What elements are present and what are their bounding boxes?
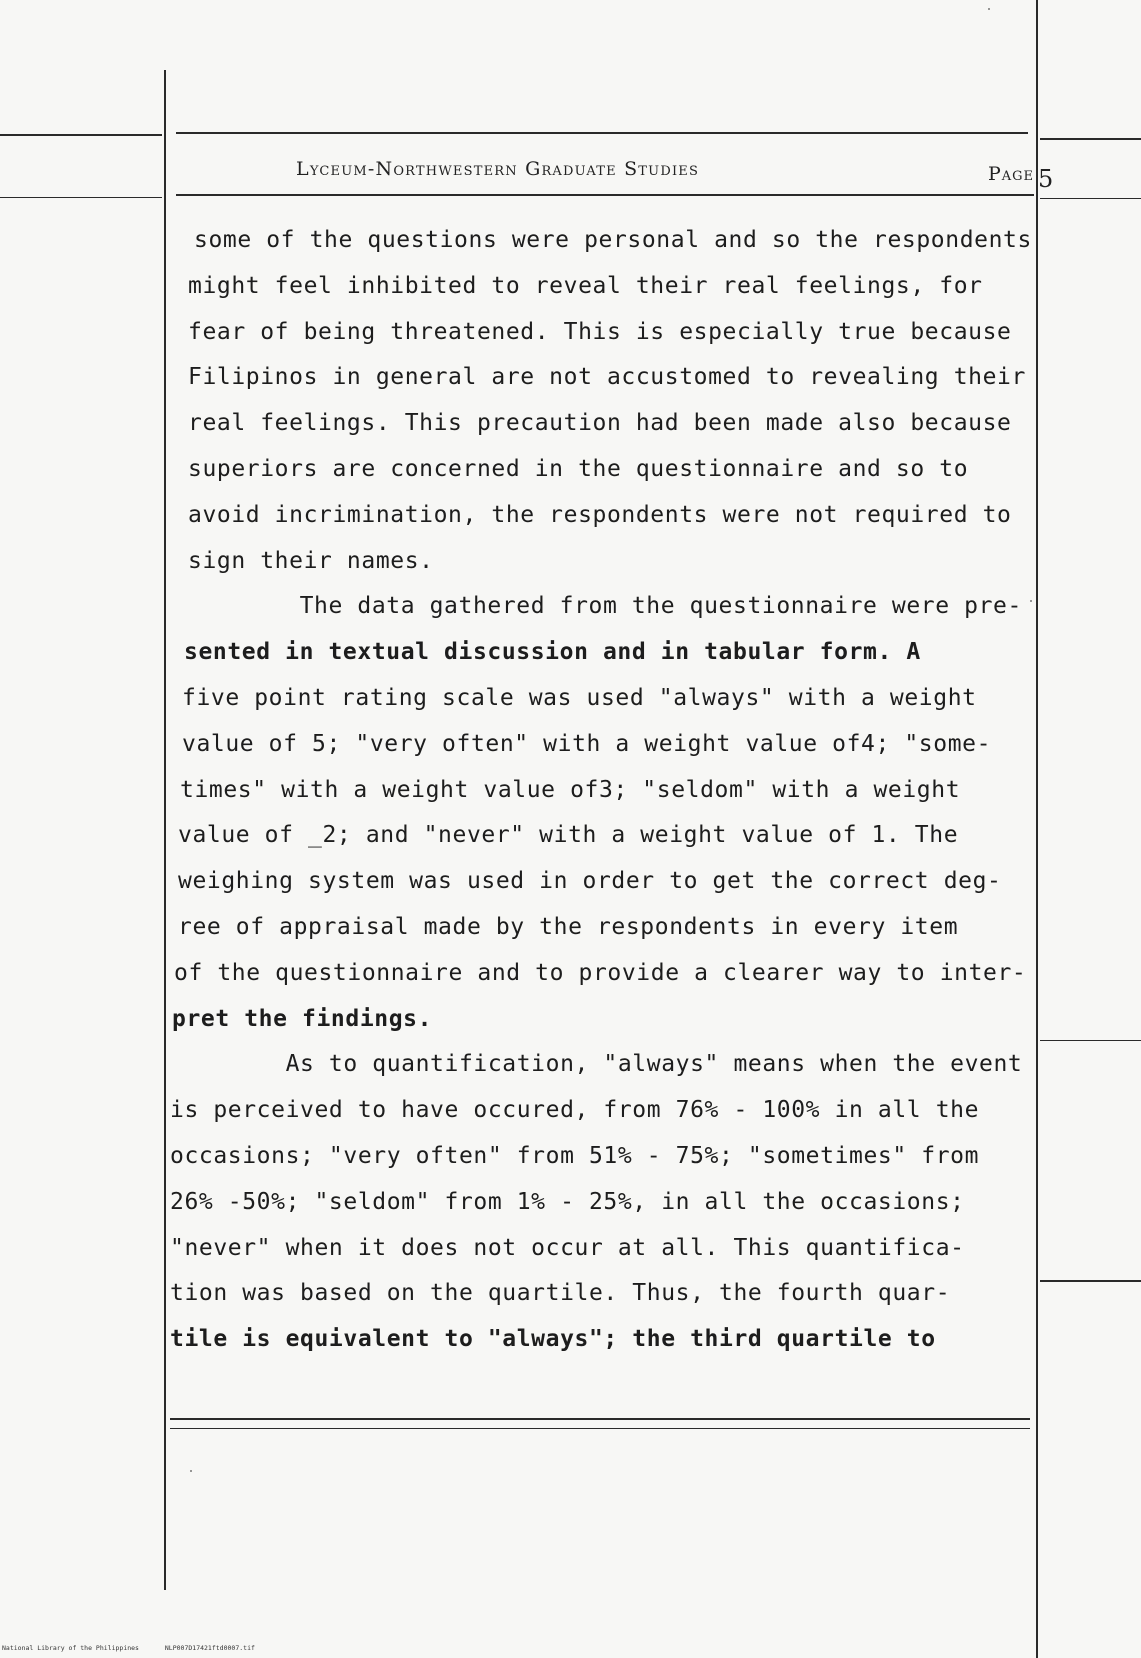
text-line: some of the questions were personal and so the respondents (194, 227, 1032, 253)
header-top-rule (176, 132, 1028, 134)
page-label: Page (988, 163, 1035, 185)
text-line: tion was based on the quartile. Thus, the fourth quar- (170, 1280, 951, 1307)
scan-footer (2, 1644, 277, 1652)
header-bottom-rule (176, 194, 1034, 196)
text-line: tile is equivalent to "always"; the third quartile to (170, 1326, 936, 1353)
text-line: value of _2; and "never" with a weight value of 1. The (178, 822, 959, 849)
text-line: might feel inhibited to reveal their real feelings, for (188, 272, 983, 299)
body-text (170, 218, 1075, 1363)
text-line: sented in textual discussion and in tabular form. A (184, 639, 921, 666)
text-line: ree of appraisal made by the respondents in every item (178, 913, 959, 940)
text-line: real feelings. This precaution had been made also because (188, 410, 1012, 437)
text-line: superiors are concerned in the questionnaire and so to (188, 455, 969, 482)
text-line: of the questionnaire and to provide a clearer way to inter- (174, 959, 1027, 986)
left-margin-rule (164, 70, 166, 1590)
scan-speck (190, 1470, 192, 1472)
scan-speck (988, 8, 990, 10)
text-line: times" with a weight value of3; "seldom" with a weight (180, 776, 961, 803)
text-line: avoid incrimination, the respondents were not required to (188, 501, 1012, 528)
file-name: NLP007D17421ftd0007.tif (164, 1644, 255, 1652)
left-edge-rule-mid (0, 197, 162, 198)
right-edge-rule-mid (1040, 198, 1141, 199)
text-line: is perceived to have occured, from 76% - 100% in all the (170, 1097, 980, 1124)
text-line: 26% -50%; "seldom" from 1% - 25%, in all the occasions; (170, 1188, 965, 1215)
text-line: occasions; "very often" from 51% - 75%; "sometimes" from (170, 1142, 980, 1169)
page-number-block (988, 158, 1055, 193)
page-number: 5 (1038, 165, 1055, 193)
paragraph-start-line: As to quantification, "always" means when the event (170, 1051, 1023, 1078)
text-line: pret the findings. (172, 1005, 433, 1032)
text-line: weighing system was used in order to get the correct deg- (178, 868, 1002, 895)
paragraph-start-line: The data gathered from the questionnaire were pre- (184, 593, 1022, 620)
text-line: value of 5; "very often" with a weight value of4; "some- (182, 730, 992, 757)
text-line: fear of being threatened. This is especially true because (188, 318, 1012, 345)
right-edge-rule-top (1040, 138, 1141, 140)
footer-rule (170, 1418, 1030, 1420)
footer-rule-2 (170, 1428, 1030, 1429)
running-header-title: Lyceum-Northwestern Graduate Studies (296, 158, 700, 180)
text-line: sign their names. (188, 547, 434, 574)
library-credit: National Library of the Philippines (2, 1644, 139, 1652)
text-line: "never" when it does not occur at all. This quantifica- (170, 1234, 965, 1261)
text-line: five point rating scale was used "always" with a weight (182, 684, 977, 711)
text-line: Filipinos in general are not accustomed to revealing their (188, 364, 1026, 391)
left-edge-rule-top (0, 134, 162, 136)
